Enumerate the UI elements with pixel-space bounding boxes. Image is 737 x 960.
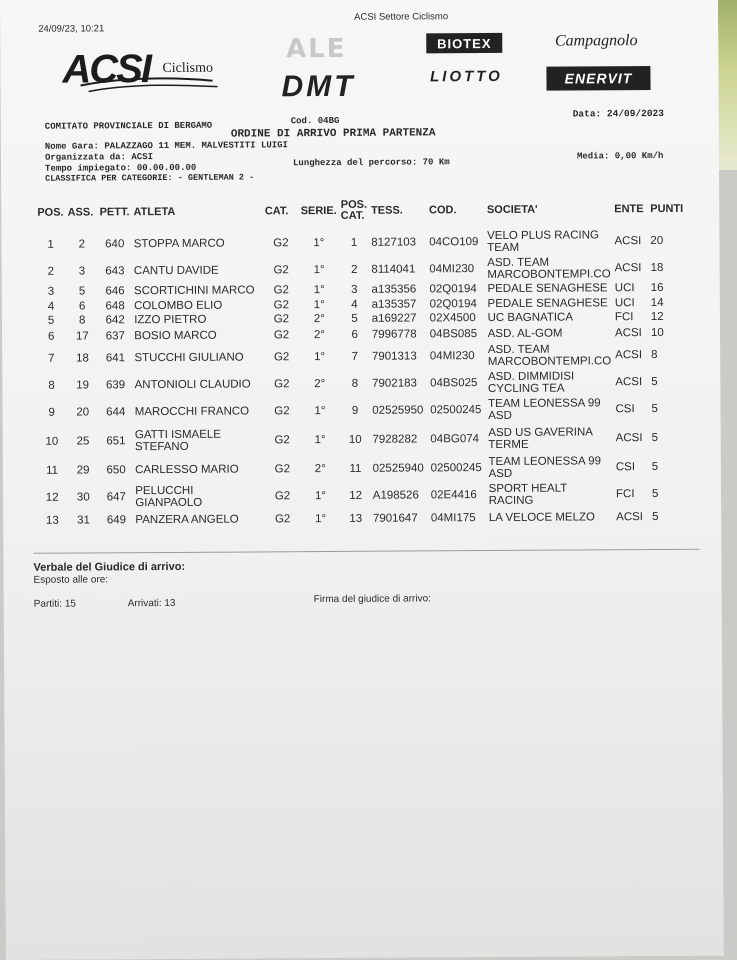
table-row — [37, 480, 687, 512]
cell-punti: 10 — [650, 326, 664, 340]
cell-serie: 2° — [313, 313, 325, 326]
col-header-cat: CAT. — [264, 204, 289, 217]
cell-cat: G2 — [274, 405, 290, 418]
cell-ente: ACSI — [615, 376, 643, 389]
biotex-logo: BIOTEX — [426, 33, 502, 53]
acsi-ciclismo-logo — [62, 47, 222, 100]
enervit-logo: ENERVIT — [546, 66, 650, 91]
campagnolo-logo: Campagnolo — [554, 32, 638, 50]
cell-punti: 5 — [652, 510, 659, 524]
cell-pos: 7 — [48, 352, 55, 365]
race-code: Cod. 04BG — [290, 115, 340, 127]
cell-cod: 04MI230 — [429, 263, 475, 276]
acsi-logo-subtext: Ciclismo — [162, 60, 214, 77]
table-row — [36, 368, 686, 400]
esposto-label: Esposto alle ore: — [33, 574, 109, 586]
cell-serie: 1° — [313, 284, 325, 297]
cell-societa: ASD. AL-GOM — [487, 327, 563, 341]
table-row — [36, 396, 686, 426]
cell-serie: 1° — [313, 237, 325, 250]
cell-punti: 14 — [650, 296, 664, 310]
cell-tess: a135356 — [371, 283, 417, 296]
dmt-logo: DMT — [281, 69, 356, 104]
cell-tess: 7902183 — [372, 377, 417, 390]
cell-cod: 04MI230 — [429, 350, 475, 363]
cell-atleta: IZZO PIETRO — [134, 313, 207, 327]
race-name: Nome Gara: PALAZZAGO 11 MEM. MALVESTITI LUIGI — [44, 140, 288, 152]
table-row — [35, 226, 685, 260]
cell-atleta: CARLESSO MARIO — [135, 463, 239, 477]
cell-pett: 644 — [106, 406, 126, 419]
cell-ente: ACSI — [614, 262, 642, 275]
cell-tess: 7901313 — [371, 350, 417, 363]
cell-poscat: 13 — [349, 512, 363, 525]
cell-ente: CSI — [615, 403, 635, 416]
cell-pos: 4 — [47, 300, 55, 313]
table-row — [36, 342, 686, 372]
cell-poscat: 5 — [351, 312, 358, 325]
cell-ente: UCI — [614, 297, 635, 310]
cell-cod: 02X4500 — [429, 312, 476, 325]
cell-poscat: 12 — [349, 489, 363, 502]
cell-serie: 2° — [313, 329, 325, 342]
col-header-serie: SERIE. — [300, 204, 337, 217]
cell-pett: 651 — [106, 435, 126, 448]
cell-pett: 646 — [105, 285, 125, 298]
cell-tess: 7996778 — [371, 328, 417, 341]
cell-pett: 637 — [105, 330, 125, 343]
cell-cat: G2 — [274, 490, 291, 503]
cell-tess: a135357 — [371, 298, 417, 311]
cell-cod: 02500245 — [430, 404, 482, 417]
cell-poscat: 1 — [350, 236, 358, 249]
cell-poscat: 2 — [351, 263, 358, 276]
cell-pos: 11 — [46, 464, 59, 477]
table-row — [37, 454, 687, 484]
cell-poscat: 3 — [351, 283, 358, 296]
cell-punti: 12 — [650, 310, 664, 324]
cell-cat: G2 — [273, 313, 290, 326]
cell-serie: 1° — [314, 351, 326, 364]
cell-atleta: BOSIO MARCO — [134, 329, 217, 343]
race-date: Data: 24/09/2023 — [572, 107, 664, 120]
cell-tess: 7901647 — [372, 512, 418, 525]
col-header-ass: ASS. — [67, 205, 94, 219]
cell-atleta: STOPPA MARCO — [133, 237, 225, 251]
cell-ente: ACSI — [616, 511, 644, 524]
cell-cat: G2 — [273, 351, 290, 364]
cell-pos: 1 — [47, 238, 54, 251]
cell-ente: ACSI — [614, 235, 642, 248]
cell-pett: 643 — [105, 265, 125, 278]
cell-cat: G2 — [274, 463, 291, 476]
col-header-pett: PETT. — [99, 205, 130, 218]
verbale-label: Verbale del Giudice di arrivo: — [33, 560, 186, 574]
cell-ass: 29 — [76, 464, 90, 477]
cell-pos: 10 — [45, 435, 59, 448]
cell-pett: 650 — [106, 464, 126, 477]
cell-serie: 2° — [314, 463, 326, 476]
cell-pos: 2 — [47, 265, 55, 278]
cell-serie: 1° — [314, 405, 326, 418]
cell-tess: 02525950 — [372, 404, 424, 417]
cell-cat: G2 — [274, 434, 290, 447]
race-length: Lunghezza del percorso: 70 Km — [292, 157, 450, 169]
cell-atleta: MAROCCHI FRANCO — [134, 405, 250, 419]
cell-ass: 30 — [76, 491, 90, 504]
cell-pett: 639 — [105, 379, 126, 392]
cell-ass: 20 — [76, 406, 90, 419]
cell-ass: 17 — [75, 330, 89, 343]
cell-punti: 8 — [651, 348, 658, 362]
col-header-atleta: ATLETA — [133, 205, 176, 218]
acsi-logo-text: ACSI — [62, 47, 151, 92]
cell-societa: ASD US GAVERINA TERME — [488, 426, 593, 452]
cell-pos: 13 — [45, 514, 59, 527]
cell-poscat: 10 — [348, 433, 362, 446]
results-table — [35, 192, 687, 530]
cell-serie: 1° — [314, 490, 326, 503]
cell-poscat: 9 — [351, 404, 359, 417]
cell-pett: 649 — [106, 514, 127, 527]
cell-punti: 5 — [651, 487, 659, 501]
cell-poscat: 11 — [349, 462, 362, 475]
cell-serie: 2° — [314, 378, 326, 391]
cell-societa: LA VELOCE MELZO — [488, 511, 595, 525]
cell-cat: G2 — [273, 329, 290, 342]
cell-societa: SPORT HEALT RACING — [488, 482, 568, 508]
cell-serie: 1° — [315, 513, 327, 526]
committee-name: COMITATO PROVINCIALE DI BERGAMO — [44, 120, 213, 132]
cell-atleta: PELUCCHI GIANPAOLO — [135, 484, 203, 510]
print-datetime: 24/09/23, 10:21 — [38, 23, 105, 35]
cell-pos: 8 — [48, 379, 55, 392]
cell-ente: CSI — [615, 461, 636, 474]
cell-serie: 1° — [313, 299, 325, 312]
cell-tess: a169227 — [371, 312, 417, 325]
col-header-societa: SOCIETA' — [486, 203, 538, 216]
cell-atleta: GATTI ISMAELE STEFANO — [134, 428, 221, 454]
cell-ente: FCI — [615, 488, 635, 501]
cell-societa: UC BAGNATICA — [487, 311, 574, 325]
race-organizer: Organizzata da: ACSI — [44, 152, 154, 163]
cell-punti: 5 — [651, 431, 659, 445]
cell-cod: 04BS085 — [429, 328, 478, 341]
cell-ass: 19 — [76, 379, 90, 392]
cell-cat: G2 — [273, 284, 289, 297]
footer-divider — [33, 549, 699, 554]
cell-cod: 04CO109 — [429, 236, 479, 249]
cell-ass: 8 — [78, 314, 86, 327]
cell-societa: ASD. TEAM MARCOBONTEMPI.CO — [487, 256, 611, 282]
cell-ass: 5 — [78, 285, 86, 298]
cell-pos: 3 — [47, 285, 55, 298]
cell-serie: 1° — [314, 434, 326, 447]
cell-atleta: CANTU DAVIDE — [133, 264, 219, 278]
cell-pos: 9 — [48, 406, 55, 419]
cell-atleta: SCORTICHINI MARCO — [133, 284, 255, 298]
race-time-used: Tempo impiegato: 00.00.00.00 — [45, 162, 197, 174]
cell-cod: 02E4416 — [430, 489, 477, 502]
cell-pos: 5 — [47, 314, 55, 327]
results-body — [35, 226, 687, 530]
cell-cat: G2 — [273, 264, 289, 277]
cell-cod: 04BS025 — [430, 377, 478, 390]
cell-atleta: PANZERA ANGELO — [135, 513, 239, 527]
cell-societa: TEAM LEONESSA 99 ASD — [488, 397, 601, 423]
cell-atleta: STUCCHI GIULIANO — [134, 351, 244, 365]
cell-tess: A198526 — [372, 489, 419, 502]
acsi-logo-swoosh — [62, 47, 222, 100]
cell-ass: 18 — [76, 352, 89, 365]
cell-punti: 5 — [651, 375, 658, 389]
race-title: ORDINE DI ARRIVO PRIMA PARTENZA — [230, 127, 436, 141]
cell-punti: 5 — [651, 402, 658, 416]
sheet-top-title: ACSI Settore Ciclismo — [354, 11, 449, 23]
cell-poscat: 7 — [351, 350, 359, 363]
cell-cat: G2 — [273, 299, 290, 312]
cell-poscat: 8 — [351, 377, 359, 390]
cell-ass: 3 — [78, 265, 86, 278]
cell-societa: ASD. DIMMIDISI CYCLING TEA — [487, 370, 575, 396]
cell-cod: 02Q0194 — [429, 298, 477, 311]
cell-tess: 7928282 — [372, 433, 418, 446]
cell-pett: 641 — [105, 352, 126, 365]
cell-cat: G2 — [274, 513, 291, 526]
partiti-count: Partiti: 15 — [33, 598, 76, 610]
cell-pos: 12 — [45, 491, 59, 504]
cell-pett: 647 — [106, 491, 126, 504]
cell-pett: 648 — [105, 300, 125, 313]
ale-logo: ALE — [285, 33, 347, 65]
cell-ass: 25 — [76, 435, 90, 448]
cell-poscat: 6 — [351, 328, 358, 341]
table-row — [37, 508, 687, 530]
col-header-pos: POS. — [37, 206, 64, 219]
cell-atleta: ANTONIOLI CLAUDIO — [134, 378, 251, 392]
race-classification: CLASSIFICA PER CATEGORIE: - GENTLEMAN 2 - — [45, 172, 255, 184]
cell-cod: 04BG074 — [430, 433, 480, 446]
cell-ente: ACSI — [614, 327, 642, 340]
race-average-speed: Media: 0,00 Km/h — [576, 150, 664, 162]
cell-cod: 02500245 — [430, 462, 482, 475]
firma-label: Firma del giudice di arrivo: — [313, 593, 431, 606]
arrivati-count: Arrivati: 13 — [127, 597, 176, 610]
cell-atleta: COLOMBO ELIO — [134, 299, 223, 313]
cell-punti: 16 — [650, 281, 664, 295]
cell-cat: G2 — [274, 378, 290, 391]
liotto-logo: LIOTTO — [430, 67, 503, 85]
cell-societa: VELO PLUS RACING TEAM — [487, 229, 599, 255]
cell-ente: UCI — [614, 282, 635, 295]
cell-ente: FCI — [614, 311, 634, 324]
cell-pos: 6 — [47, 330, 55, 343]
cell-societa: ASD. TEAM MARCOBONTEMPI.CO — [487, 343, 612, 369]
cell-cod: 04MI175 — [430, 512, 476, 525]
cell-societa: PEDALE SENAGHESE — [487, 297, 608, 311]
col-header-cod: COD. — [428, 203, 457, 216]
col-header-poscat: POS. CAT. — [340, 198, 368, 222]
cell-tess: 8114041 — [371, 263, 416, 276]
cell-societa: TEAM LEONESSA 99 ASD — [488, 455, 602, 481]
cell-punti: 18 — [650, 261, 664, 275]
col-header-ente: ENTE — [614, 202, 644, 215]
cell-tess: 02525940 — [372, 462, 424, 475]
cell-ass: 31 — [77, 514, 90, 527]
cell-poscat: 4 — [351, 298, 358, 311]
cell-pett: 642 — [105, 314, 125, 327]
cell-punti: 5 — [651, 460, 659, 474]
results-header-row — [35, 192, 685, 230]
cell-ente: ACSI — [615, 349, 643, 362]
col-header-tess: TESS. — [371, 204, 403, 217]
cell-tess: 8127103 — [371, 236, 417, 249]
cell-serie: 1° — [313, 264, 325, 277]
cell-cat: G2 — [273, 237, 289, 250]
col-header-punti: PUNTI — [650, 202, 684, 215]
cell-societa: PEDALE SENAGHESE — [487, 282, 608, 296]
cell-ass: 6 — [78, 300, 86, 313]
table-row — [36, 256, 686, 284]
cell-ente: ACSI — [615, 432, 643, 445]
cell-ass: 2 — [78, 238, 86, 251]
cell-punti: 20 — [650, 234, 664, 248]
cell-pett: 640 — [105, 238, 125, 251]
table-row — [37, 422, 687, 458]
cell-cod: 02Q0194 — [429, 283, 477, 296]
